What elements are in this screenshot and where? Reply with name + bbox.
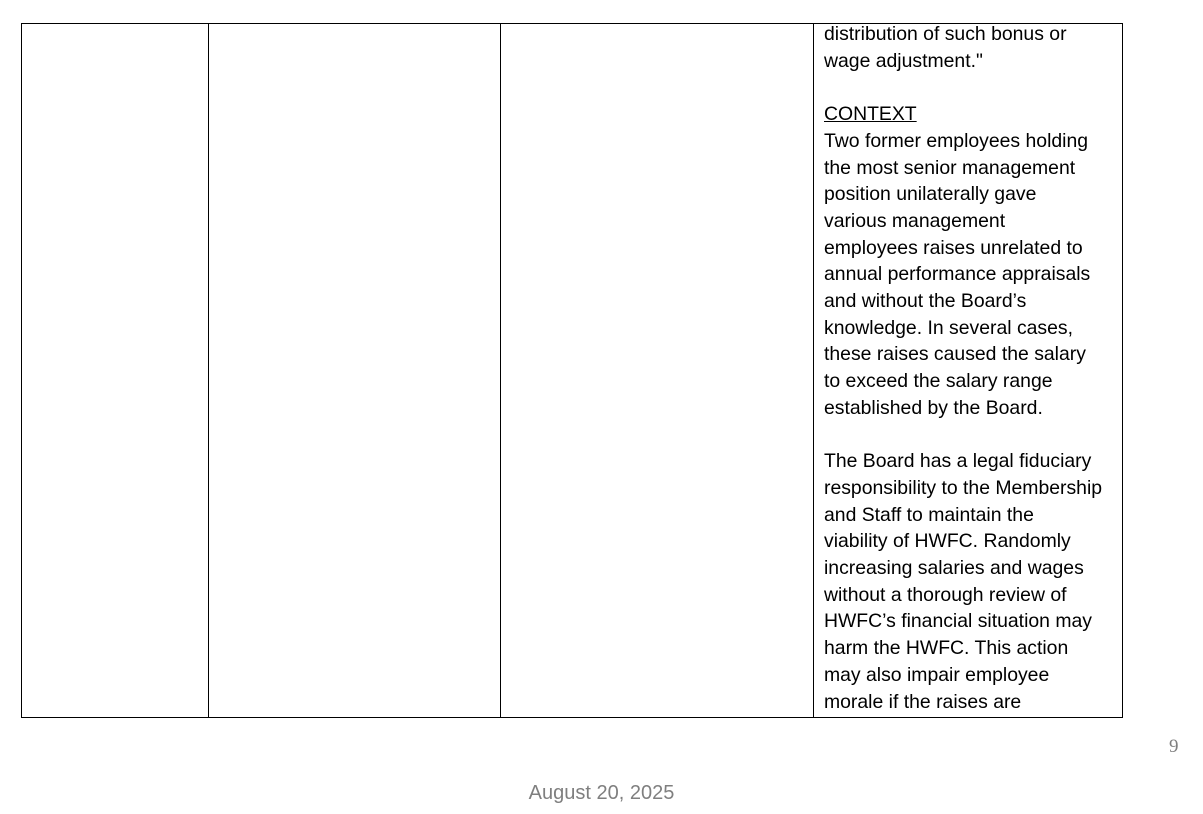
context-paragraph-1: Two former employees holding the most senior management position unilaterally gave various management employees raises unrelated to annual performance appraisals and without the Board’s knowledge. In several cases, these raises caused the salary to exceed the salary range established by the Board. — [824, 129, 1091, 419]
table-cell-col2 — [209, 24, 501, 718]
paragraph-gap — [824, 422, 1116, 449]
page-number: 9 — [1169, 736, 1179, 757]
paragraph-gap — [824, 74, 1116, 101]
cell-text-block — [814, 21, 1122, 715]
footer-date: August 20, 2025 — [528, 782, 675, 804]
table-cell-col1 — [22, 24, 209, 718]
table-cell-col4 — [814, 24, 1123, 718]
table-cell-col3 — [501, 24, 814, 718]
context-paragraph-2: The Board has a legal fiduciary responsibility to the Membership and Staff to maintain the viability of HWFC. Randomly increasing salaries and wages without a thorough review of HWFC’s financial situation may harm the HWFC. This action may also impair employee morale if the raises are — [824, 450, 1103, 713]
table-row — [22, 24, 1123, 718]
context-heading: CONTEXT — [824, 103, 917, 126]
document-table — [21, 23, 1123, 718]
lead-text: distribution of such bonus or wage adjustment." — [824, 23, 1067, 72]
